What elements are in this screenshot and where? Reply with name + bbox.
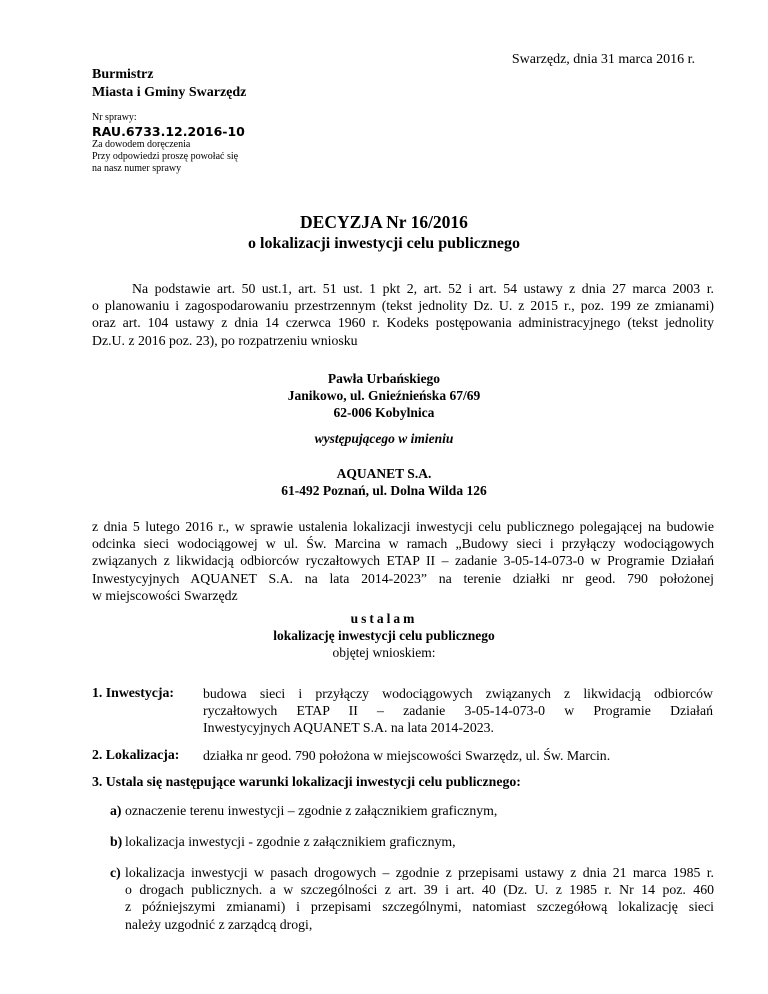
paragraph-line: oraz art. 104 ustawy z dnia 14 czerwca 1960 r. Kodeks postępowania administracyjnego (tekst jednolity [92, 315, 714, 331]
case-number: RAU.6733.12.2016-10 [92, 124, 245, 139]
applicant-address-1: Janikowo, ul. Gnieźnieńska 67/69 [287, 388, 481, 403]
investment-line: Inwestycyjnych AQUANET S.A. na lata 2014-2023. [203, 720, 494, 736]
decision-line-3: objętej wnioskiem: [332, 645, 436, 660]
location-value [203, 747, 713, 764]
issuing-authority [92, 66, 246, 102]
condition-letter: a) [110, 803, 122, 818]
authority-line-1: Burmistrz [92, 67, 154, 82]
paragraph-line: odcinka sieci wodociągowej w ul. Św. Marcina w ramach „Budowy sieci i przyłączy wodociągowych [92, 536, 714, 552]
request-paragraph [92, 518, 714, 604]
document-date: Swarzędz, dnia 31 marca 2016 r. [511, 52, 695, 67]
decision-title-line-1: DECYZJA Nr 16/2016 [300, 212, 468, 232]
decision-word: ustalam [350, 611, 418, 626]
case-label: Nr sprawy: [92, 112, 137, 123]
conditions-heading: 3. Ustala się następujące warunki lokalizacji inwestycji celu publicznego: [92, 774, 521, 789]
condition-line: o drogach publicznych. a w szczególności z art. 39 i art. 40 (Dz. U. z 1985 r. Nr 14 poz. 460 [125, 882, 714, 898]
paragraph-line: Inwestycyjnych AQUANET S.A. na lata 2014-2023” na terenie działki nr geod. 790 położonej [92, 570, 714, 586]
decision-title [0, 211, 768, 255]
location-line: działka nr geod. 790 położona w miejscowości Swarzędz, ul. Św. Marcin. [203, 748, 611, 763]
decision-title-line-2: o lokalizacji inwestycji celu publicznego [248, 235, 520, 252]
applicant-block [0, 370, 768, 421]
reply-note-2: na nasz numer sprawy [92, 163, 182, 174]
condition-line: należy uzgodnić z zarządcą drogi, [125, 916, 313, 932]
legal-basis-paragraph [92, 280, 714, 349]
reply-note-1: Przy odpowiedzi proszę powołać się [92, 151, 239, 162]
investment-line: ryczałtowych ETAP II – zadanie 3-05-14-073-0 w Programie Działań [203, 703, 713, 719]
decision-line-2: lokalizację inwestycji celu publicznego [273, 628, 495, 643]
authority-line-2: Miasta i Gminy Swarzędz [92, 85, 247, 100]
condition-b [110, 833, 714, 850]
condition-a [110, 802, 714, 819]
investment-line: budowa sieci i przyłączy wodociągowych związanych z likwidacją odbiorców [203, 686, 713, 701]
company-address: 61-492 Poznań, ul. Dolna Wilda 126 [281, 483, 487, 498]
condition-line: lokalizacja inwestycji w pasach drogowych – zgodnie z przepisami ustawy z dnia 21 marca 1985 r. [125, 865, 714, 880]
applicant-address-2: 62-006 Kobylnica [333, 405, 435, 420]
applicant-name: Pawła Urbańskiego [327, 371, 441, 386]
condition-letter: c) [110, 865, 121, 880]
paragraph-line: związanych z likwidacją odbiorców ryczałtowych ETAP II – zadanie 3-05-14-073-0 w Programie Działań [92, 553, 714, 569]
delivery-note: Za dowodem doręczenia [92, 139, 191, 150]
company-block [0, 465, 768, 499]
condition-line: oznaczenie terenu inwestycji – zgodnie z załącznikiem graficznym, [125, 803, 498, 818]
condition-line: lokalizacja inwestycji - zgodnie z załącznikiem graficznym, [125, 834, 456, 849]
location-label: 2. Lokalizacja: [92, 747, 180, 762]
condition-c [110, 864, 714, 933]
condition-letter: b) [110, 834, 123, 849]
investment-value [203, 685, 713, 737]
case-reference-block [92, 112, 245, 175]
paragraph-line: w miejscowości Swarzędz [92, 587, 238, 603]
paragraph-line: Dz.U. z 2016 poz. 23), po rozpatrzeniu wniosku [92, 332, 358, 348]
paragraph-line: Na podstawie art. 50 ust.1, art. 51 ust. 1 pkt 2, art. 52 i art. 54 ustawy z dnia 27 marca 2003 r. [132, 281, 714, 296]
decision-block [0, 610, 768, 661]
investment-label: 1. Inwestycja: [92, 685, 174, 700]
paragraph-line: o planowaniu i zagospodarowaniu przestrzennym (tekst jednolity Dz. U. z 2015 r., poz. 199 ze zmianami) [92, 298, 714, 314]
company-name: AQUANET S.A. [336, 466, 432, 481]
paragraph-line: z dnia 5 lutego 2016 r., w sprawie ustalenia lokalizacji inwestycji celu publicznego polegającej na budowie [92, 519, 714, 534]
condition-line: z późniejszymi zmianami) i przepisami szczególnymi, natomiast szczegółową lokalizację sieci [125, 899, 714, 915]
on-behalf-label: występującego w imieniu [314, 431, 454, 446]
